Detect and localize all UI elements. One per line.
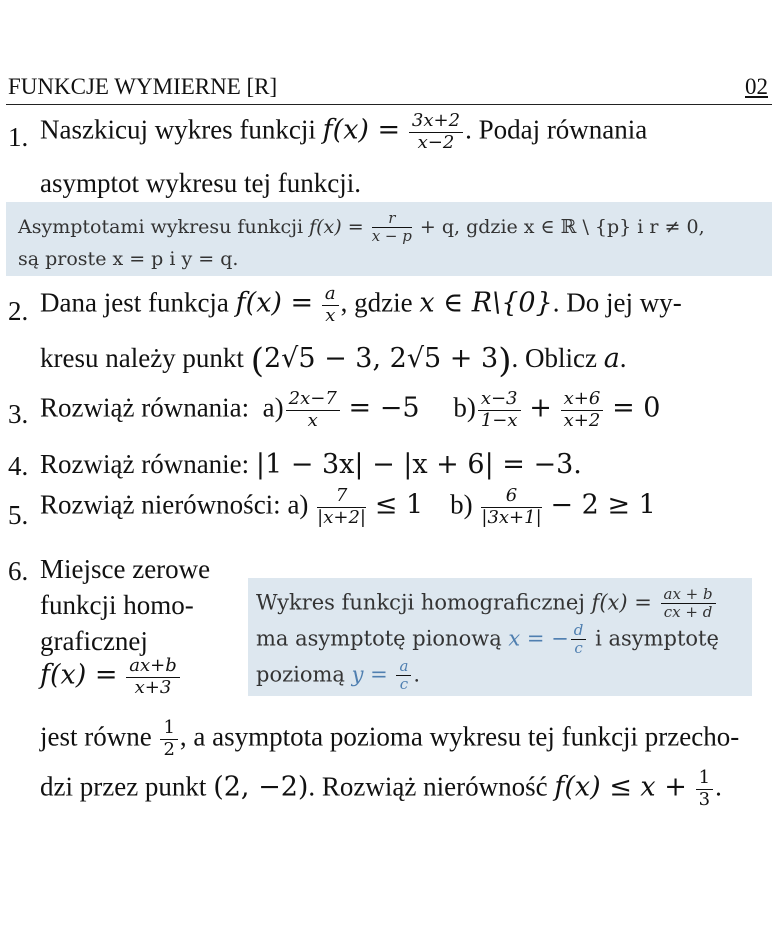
task-5-a-label: a)	[287, 489, 309, 520]
task-2-suffix: . Do jej wy-	[552, 287, 682, 318]
page-title: FUNKCJE WYMIERNE [R]	[8, 74, 278, 99]
task-3-b-denominator-2: x+2	[563, 409, 601, 431]
hint-2-v-fraction	[571, 622, 587, 658]
task-1-line-1	[40, 111, 647, 153]
hint-box-asymptotes	[6, 202, 772, 276]
hint-2-line-3-text: poziomą	[256, 662, 352, 687]
hint-2-f: f(x) =	[591, 590, 652, 615]
task-6-point: (2, −2)	[213, 771, 309, 803]
task-2-point: 2√5 − 3, 2√5 + 3	[263, 343, 499, 375]
task-4-number: 4.	[8, 451, 29, 481]
task-3-number: 3.	[8, 399, 29, 429]
task-3-a-rhs: = −5	[348, 392, 420, 424]
task-2-mid: , gdzie	[340, 287, 420, 318]
task-6-denominator: x+3	[134, 676, 172, 698]
hint-1-line-2: są proste x = p i y = q.	[18, 248, 239, 270]
task-6-third	[696, 768, 713, 810]
hint-1-mid: + q, gdzie x ∈ ℝ \ {p} i r ≠ 0,	[419, 215, 705, 238]
task-2-paren-open: (	[250, 341, 264, 381]
task-6-half-denominator: 2	[163, 738, 175, 760]
task-1-suffix: . Podaj równania	[465, 114, 648, 145]
task-2-numerator: a	[322, 284, 339, 306]
hint-1-denominator: x − p	[371, 227, 412, 246]
task-5-number: 5.	[8, 500, 29, 530]
task-3-b-plus: +	[529, 392, 552, 424]
task-4-equation: |1 − 3x| − |x + 6| = −3.	[255, 449, 582, 480]
hint-2-h-fraction	[396, 658, 411, 694]
task-5-b-fraction	[481, 486, 541, 528]
task-6-line-6-mid: . Rozwiąż nierówność	[308, 771, 555, 802]
task-6-inequality: f(x) ≤ x +	[554, 771, 687, 803]
hint-2-line-2-text: ma asymptotę pionową	[256, 626, 509, 651]
task-3-a-fraction	[286, 389, 340, 431]
task-6-line-1: Miejsce zerowe	[40, 554, 211, 584]
hint-2-line-2	[256, 622, 719, 658]
task-2-paren-close: )	[498, 341, 512, 381]
hint-2-v-numerator: d	[571, 622, 587, 640]
task-5-b-rhs: − 2 ≥ 1	[550, 489, 656, 521]
task-5-b-label: b)	[450, 489, 473, 520]
task-1-line-2: asymptot wykresu tej funkcji.	[40, 168, 361, 198]
task-1-fraction	[409, 111, 463, 153]
task-1-denominator: x−2	[417, 131, 455, 153]
task-6-third-numerator: 1	[696, 768, 713, 790]
hint-2-v-denominator: c	[574, 639, 583, 658]
task-3-b-label: b)	[453, 392, 476, 423]
task-1-formula: f(x) =	[322, 114, 401, 146]
task-3-line	[40, 389, 660, 431]
task-3-b-fraction-1	[478, 389, 521, 431]
hint-1-line-1	[18, 210, 705, 246]
task-2-line-2-text: kresu należy punkt	[40, 343, 251, 374]
hint-2-h-numerator: a	[396, 658, 411, 676]
task-2-line-2	[40, 341, 627, 381]
page-header	[6, 72, 772, 105]
hint-2-horizontal-asymptote: y =	[351, 662, 388, 687]
hint-2-vertical-asymptote: x = −	[508, 626, 569, 651]
task-3-b-denominator-1: 1−x	[480, 409, 518, 431]
task-6-half-numerator: 1	[160, 718, 177, 740]
task-1-text: Naszkicuj wykres funkcji	[40, 114, 323, 145]
task-6-line-6-end: .	[715, 771, 722, 802]
task-6-line-5-text: jest równe	[40, 721, 159, 752]
task-2-fraction	[322, 284, 339, 326]
hint-1-fraction	[372, 210, 412, 246]
hint-1-prefix: Asymptotami wykresu funkcji	[18, 215, 310, 238]
hint-2-prefix: Wykres funkcji homograficznej	[256, 590, 592, 615]
task-3-a-denominator: x	[307, 409, 318, 431]
task-6-formula-line	[40, 656, 182, 698]
task-5-a-fraction	[317, 486, 366, 528]
task-3-b-numerator-1: x−3	[478, 389, 521, 411]
task-4-text: Rozwiąż równanie:	[40, 449, 256, 479]
task-6-formula: f(x) =	[40, 659, 118, 691]
hint-box-homographic	[248, 578, 752, 696]
page-number: 02	[745, 74, 768, 99]
hint-2-h-denominator: c	[399, 675, 409, 694]
task-2-var: a	[603, 343, 620, 375]
task-6-line-5	[40, 718, 739, 760]
hint-2-line-3-end: .	[413, 662, 421, 687]
task-6-line-2: funkcji homo-	[40, 590, 194, 620]
hint-2-fraction	[661, 586, 716, 622]
task-2-line-1	[40, 284, 682, 326]
task-6-half	[160, 718, 177, 760]
hint-1-numerator: r	[372, 210, 412, 228]
hint-1-f: f(x) =	[309, 215, 364, 238]
task-6-line-6	[40, 768, 722, 810]
task-6-number: 6.	[8, 556, 29, 586]
task-3-a-numerator: 2x−7	[286, 389, 340, 411]
task-2-line-2-end: .	[619, 343, 627, 374]
task-1-number: 1.	[8, 122, 29, 152]
task-2-domain: x ∈ R\{0}	[419, 287, 553, 319]
task-6-fraction	[126, 656, 180, 698]
task-3-b-fraction-2	[561, 389, 604, 431]
hint-2-line-2-suffix: i asymptotę	[588, 626, 719, 651]
task-6-line-3: graficznej	[40, 626, 148, 656]
hint-2-numerator: ax + b	[661, 586, 716, 604]
task-5-b-numerator: 6	[481, 486, 541, 508]
task-6-line-6-text: dzi przez punkt	[40, 771, 214, 802]
task-5-a-denominator: |x+2|	[317, 506, 366, 528]
hint-2-line-1	[256, 586, 718, 622]
task-3-a-label: a)	[262, 392, 284, 423]
task-5-a-rhs: ≤ 1	[374, 489, 424, 521]
task-5-text: Rozwiąż nierówności:	[40, 489, 281, 520]
task-6-third-denominator: 3	[698, 788, 711, 810]
task-3-b-numerator-2: x+6	[561, 389, 604, 411]
task-2-text: Dana jest funkcja	[40, 287, 236, 318]
task-5-a-numerator: 7	[317, 486, 366, 508]
task-1-numerator: 3x+2	[409, 111, 463, 133]
task-4-line	[40, 451, 582, 478]
hint-2-denominator: cx + d	[663, 603, 713, 622]
task-5-line	[40, 486, 656, 528]
task-6-numerator: ax+b	[126, 656, 180, 678]
task-2-denominator: x	[325, 304, 336, 326]
task-2-line-2-suffix: . Oblicz	[511, 343, 604, 374]
task-2-number: 2.	[8, 296, 29, 326]
task-2-formula: f(x) =	[235, 287, 314, 319]
task-5-b-denominator: |3x+1|	[481, 506, 542, 528]
task-3-b-rhs: = 0	[612, 392, 661, 424]
hint-2-line-3	[256, 658, 420, 694]
task-3-text: Rozwiąż równania:	[40, 392, 250, 423]
task-6-line-5-suffix: , a asymptota pozioma wykresu tej funkcji przecho-	[179, 721, 740, 752]
